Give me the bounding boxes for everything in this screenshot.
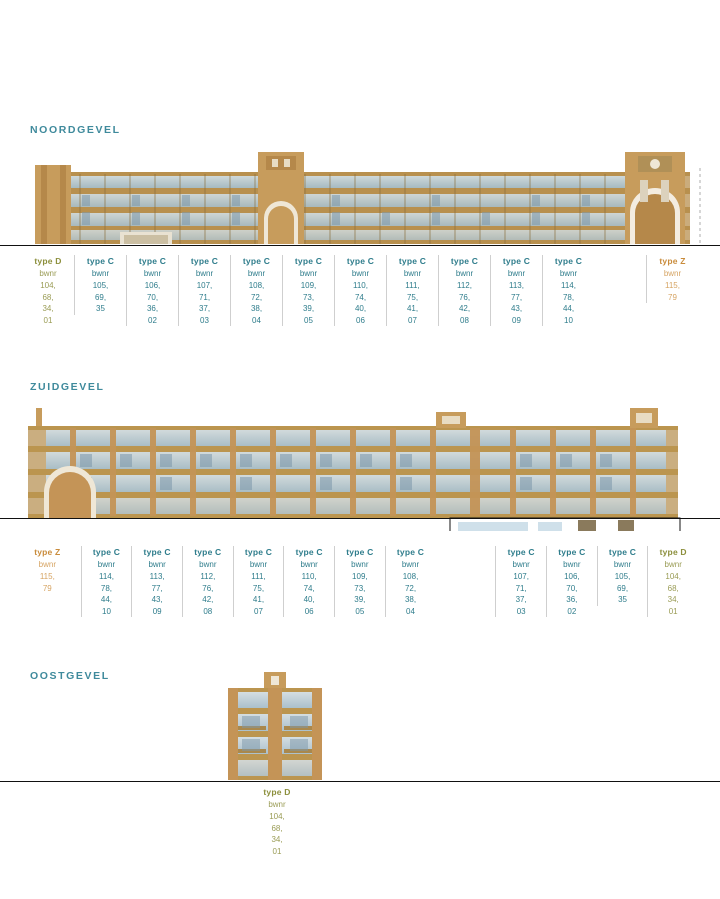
legend-cell: [282, 255, 334, 326]
legend-number: 76,: [202, 583, 214, 593]
legend-cell: [334, 546, 385, 617]
legend-number: 37,: [198, 304, 211, 313]
legend-number: 107,: [513, 572, 529, 581]
legend-bwnr: bwnr: [663, 269, 682, 278]
legend-cell: [230, 255, 282, 326]
legend-number: 08: [460, 315, 469, 325]
legend-cell: [131, 546, 182, 617]
legend-type: type C: [86, 256, 115, 266]
legend-cell: [386, 255, 438, 326]
legend-number: 106,: [564, 572, 580, 581]
legend-bwnr: bwnr: [268, 800, 286, 809]
legend-number: 78,: [100, 583, 113, 593]
legend-type: type C: [507, 547, 535, 557]
legend-number: 09: [512, 315, 521, 325]
legend-number: 43,: [510, 304, 523, 313]
legend-number: 06: [304, 606, 314, 616]
legend-number: 104,: [40, 281, 56, 290]
legend-type: type C: [396, 547, 425, 557]
legend-type: type C: [242, 256, 271, 266]
legend-number: 34,: [271, 835, 283, 844]
legend-bwnr: bwnr: [351, 560, 369, 569]
legend-cell: [646, 255, 698, 303]
legend-number: 115,: [39, 572, 55, 581]
legend-number: 03: [200, 315, 209, 325]
legend-number: 35: [96, 304, 105, 313]
legend-bwnr: bwnr: [300, 560, 318, 569]
legend-number: 41,: [252, 595, 265, 604]
legend-type: type C: [608, 547, 637, 557]
legend-number: 04: [252, 315, 261, 325]
legend-number: 36,: [146, 304, 159, 313]
legend-number: 78,: [562, 292, 575, 302]
legend-number: 71,: [515, 583, 527, 593]
legend-bwnr: bwnr: [38, 560, 56, 569]
legend-type: type Z: [659, 256, 686, 266]
legend-number: 40,: [303, 595, 315, 604]
legend-number: 09: [152, 606, 162, 616]
legend-bwnr: bwnr: [563, 560, 581, 569]
legend-type: type C: [194, 547, 222, 557]
legend-number: 107,: [196, 281, 213, 290]
legend-cell: [22, 546, 73, 594]
legend-number: 70,: [146, 292, 159, 302]
legend-number: 110,: [301, 572, 317, 581]
legend-number: 02: [148, 315, 157, 325]
legend-number: 42,: [202, 595, 214, 604]
legend-number: 10: [102, 606, 111, 616]
legend-bwnr: bwnr: [664, 560, 682, 569]
legend-number: 111,: [251, 572, 266, 581]
legend-cell: [385, 546, 436, 617]
legend-number: 01: [272, 846, 282, 856]
legend-number: 108,: [402, 572, 419, 581]
legend-number: 109,: [300, 281, 317, 290]
legend-number: 01: [43, 315, 53, 325]
oostgevel-elevation-drawing: [210, 672, 340, 782]
legend-bwnr: bwnr: [199, 560, 217, 569]
legend-bwnr: bwnr: [512, 560, 530, 569]
legend-number: 71,: [198, 292, 211, 302]
legend-number: 77,: [510, 292, 523, 302]
legend-cell: [233, 546, 284, 617]
legend-number: 68,: [271, 823, 283, 833]
legend-type: type C: [398, 256, 427, 266]
legend-bwnr: bwnr: [401, 560, 420, 569]
legend-number: 38,: [404, 595, 417, 604]
legend-bwnr: bwnr: [148, 560, 166, 569]
legend-number: 110,: [353, 281, 368, 290]
legend-cell: [647, 546, 698, 617]
legend-type: type C: [554, 256, 583, 266]
legend-number: 106,: [144, 281, 161, 290]
section-title-noordgevel: [30, 120, 121, 138]
legend-bwnr: bwnr: [97, 560, 116, 569]
legend-number: 104,: [665, 572, 681, 581]
legend-cell: [597, 546, 648, 606]
zuidgevel-legend: [22, 546, 698, 617]
legend-number: 40,: [354, 304, 367, 313]
legend-number: 69,: [616, 583, 629, 593]
legend-bwnr: bwnr: [455, 269, 474, 278]
legend-number: 70,: [566, 583, 578, 593]
legend-number: 73,: [354, 583, 366, 593]
legend-type: type C: [143, 547, 171, 557]
legend-number: 105,: [92, 281, 109, 290]
noordgevel-ground-line: [0, 245, 720, 246]
legend-number: 69,: [94, 292, 107, 302]
legend-bwnr: bwnr: [143, 269, 162, 278]
section-title-oostgevel: [30, 666, 110, 684]
legend-number: 34,: [42, 304, 54, 313]
legend-number: 38,: [250, 304, 263, 313]
legend-bwnr: bwnr: [39, 269, 57, 278]
legend-cell: [542, 255, 594, 326]
legend-type: type C: [295, 547, 323, 557]
legend-type: type C: [92, 547, 121, 557]
legend-number: 68,: [42, 292, 54, 302]
legend-number: 43,: [151, 595, 163, 604]
legend-number: 114,: [561, 281, 576, 290]
zuidgevel-elevation-drawing: [18, 396, 708, 531]
legend-number: 07: [254, 606, 263, 616]
legend-type: type D: [34, 256, 62, 266]
legend-cell: [22, 255, 74, 326]
legend-number: 114,: [98, 572, 114, 581]
legend-number: 113,: [509, 281, 524, 290]
legend-cell: [490, 255, 542, 326]
legend-type: type D: [659, 547, 687, 557]
legend-number: 79: [42, 583, 52, 593]
legend-number: 44,: [100, 595, 113, 604]
legend-number: 73,: [302, 292, 315, 302]
legend-number: 41,: [406, 304, 419, 313]
legend-number: 07: [408, 315, 417, 325]
noordgevel-legend: [22, 255, 698, 326]
legend-number: 37,: [515, 595, 527, 604]
legend-bwnr: bwnr: [351, 269, 370, 278]
legend-cell: [74, 255, 126, 315]
legend-cell: [232, 786, 322, 857]
noordgevel-elevation-drawing: [20, 140, 705, 245]
legend-number: 05: [304, 315, 313, 325]
noordgevel-heading: NOORDGEVEL: [30, 124, 121, 136]
legend-cell: [178, 255, 230, 326]
zuidgevel-heading: ZUIDGEVEL: [30, 381, 105, 393]
oostgevel-legend: [232, 786, 322, 857]
legend-number: 105,: [614, 572, 631, 581]
legend-number: 72,: [250, 292, 263, 302]
legend-number: 39,: [302, 304, 315, 313]
legend-cell: [546, 546, 597, 617]
legend-bwnr: bwnr: [247, 269, 266, 278]
legend-number: 36,: [566, 595, 578, 604]
legend-type: type C: [138, 256, 167, 266]
legend-number: 109,: [352, 572, 368, 581]
legend-number: 104,: [269, 812, 285, 821]
legend-number: 111,: [405, 281, 420, 290]
legend-number: 01: [668, 606, 678, 616]
legend-number: 75,: [406, 292, 419, 302]
legend-number: 76,: [458, 292, 471, 302]
legend-number: 34,: [667, 595, 679, 604]
legend-cell: [182, 546, 233, 617]
legend-number: 02: [567, 606, 577, 616]
legend-number: 112,: [200, 572, 216, 581]
legend-type: type C: [558, 547, 586, 557]
legend-bwnr: bwnr: [299, 269, 318, 278]
oostgevel-ground-line: [0, 781, 720, 782]
legend-number: 05: [355, 606, 365, 616]
legend-number: 72,: [404, 583, 417, 593]
legend-number: 10: [564, 315, 573, 325]
legend-number: 03: [516, 606, 526, 616]
legend-number: 04: [406, 606, 415, 616]
legend-number: 68,: [667, 583, 679, 593]
legend-number: 39,: [354, 595, 366, 604]
legend-number: 74,: [303, 583, 315, 593]
legend-number: 44,: [562, 304, 575, 313]
legend-number: 108,: [248, 281, 265, 290]
legend-number: 74,: [354, 292, 367, 302]
legend-bwnr: bwnr: [613, 560, 632, 569]
legend-cell: [495, 546, 546, 617]
legend-type: type C: [346, 547, 374, 557]
legend-cell: [81, 546, 132, 617]
legend-number: 42,: [458, 304, 471, 313]
legend-bwnr: bwnr: [195, 269, 214, 278]
legend-bwnr: bwnr: [507, 269, 526, 278]
legend-type: type C: [502, 256, 531, 266]
legend-number: 75,: [252, 583, 265, 593]
legend-bwnr: bwnr: [403, 269, 422, 278]
legend-type: type C: [450, 256, 479, 266]
legend-type: type D: [263, 787, 291, 797]
legend-number: 115,: [665, 281, 680, 290]
legend-cell: [126, 255, 178, 326]
legend-number: 113,: [149, 572, 165, 581]
oostgevel-heading: OOSTGEVEL: [30, 670, 110, 682]
legend-cell: [283, 546, 334, 617]
legend-bwnr: bwnr: [91, 269, 110, 278]
legend-type: type C: [190, 256, 219, 266]
legend-cell: [334, 255, 386, 326]
legend-bwnr: bwnr: [249, 560, 268, 569]
section-title-zuidgevel: [30, 377, 105, 395]
zuidgevel-ground-line: [0, 518, 720, 519]
legend-type: type C: [244, 547, 273, 557]
legend-number: 06: [356, 315, 365, 325]
legend-number: 77,: [151, 583, 163, 593]
legend-cell: [438, 255, 490, 326]
legend-type: type C: [294, 256, 323, 266]
legend-type: type C: [346, 256, 375, 266]
legend-type: type Z: [34, 547, 61, 557]
legend-number: 08: [203, 606, 213, 616]
legend-number: 112,: [457, 281, 472, 290]
legend-bwnr: bwnr: [559, 269, 578, 278]
legend-number: 35: [618, 595, 627, 604]
legend-number: 79: [668, 292, 677, 302]
